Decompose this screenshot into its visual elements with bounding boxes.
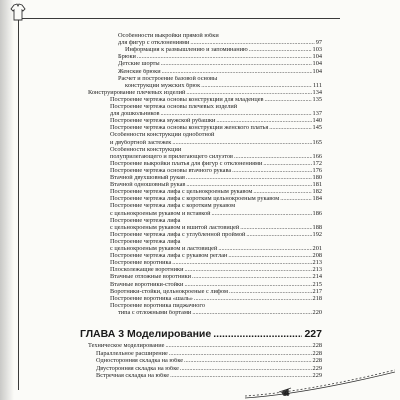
toc-entry (110, 189, 322, 196)
toc-entry-page: 135 (312, 96, 322, 103)
toc-entry-page: 228 (312, 350, 322, 357)
toc-entry-page: 145 (312, 125, 322, 132)
page-number: 4 (284, 388, 290, 399)
toc-entry (125, 83, 322, 90)
chapter-title: ГЛАВА 3 Моделирование (80, 328, 212, 340)
toc-entry (118, 54, 322, 61)
toc-entry-page: 181 (312, 182, 322, 189)
toc-entry (110, 175, 322, 182)
toc-entry-text: Построение чертежа лифа с коротким рукавом (110, 203, 236, 210)
toc-entry-page: 186 (312, 210, 322, 217)
toc-entry-page: 228 (312, 343, 322, 349)
toc-entry-text: Построение воротника пиджачного (110, 302, 205, 309)
toc-entry (110, 147, 322, 154)
toc-entry (110, 246, 322, 253)
toc-entry (110, 253, 322, 260)
toc-entry-page: 104 (312, 68, 322, 75)
toc-entry-text: Построение воротника (110, 260, 172, 267)
toc-entry-page: 213 (312, 260, 322, 267)
toc-entry-page: 228 (312, 358, 322, 365)
toc-entry (110, 274, 322, 281)
toc-entry-text: Двусторонняя складка на юбке (96, 365, 179, 372)
toc-entry-text: с цельнокроеным рукавом и ластовицей (110, 246, 218, 252)
toc-entry (110, 260, 322, 267)
toc-entry-page: 201 (312, 246, 322, 252)
toc-entry-text: конструкции мужских брюк (125, 82, 201, 89)
toc-entry-page: 176 (312, 167, 322, 174)
toc-entry-page: 182 (312, 189, 322, 196)
toc-entry-text: Брюки (118, 54, 136, 61)
top-frame-line (18, 18, 340, 19)
toc-entry (125, 47, 322, 54)
toc-entry-text: Построение чертежа основы конструкции женского платья (110, 125, 269, 132)
toc-entry (110, 140, 322, 147)
toc-entry-page: 220 (312, 309, 322, 316)
toc-entry-page: 104 (312, 54, 322, 61)
toc-entry (110, 225, 322, 232)
toc-entry-text: Построение воротника «шаль» (110, 295, 193, 302)
toc-entry (110, 161, 322, 168)
toc-entry-text: с цельнокроеным рукавом и вставкой (110, 210, 211, 217)
toc-entry (110, 211, 322, 218)
toc-entry-page: 188 (312, 224, 322, 231)
toc-entry-text: Односторонняя складка на юбке (96, 358, 184, 365)
toc-entry-text: Особенности выкройки прямой юбки (118, 33, 219, 39)
toc-entry-text: Техническое моделирование (88, 343, 165, 349)
toc-entry-page: 165 (312, 139, 322, 146)
toc-entry (118, 33, 322, 40)
toc-entry (110, 182, 322, 189)
toc-entry-text: типа с отложными бортами (118, 309, 192, 316)
toc-entry (96, 351, 322, 358)
toc-entry-text: Втачные отложные воротники (110, 274, 192, 281)
toc-entry-text: Информация к размышлению и запоминанию (125, 47, 248, 54)
toc-entry-text: с цельнокроеным рукавом и вшитой ластовицей (110, 224, 240, 231)
toc-entry-text: Особенности конструкции одноботной (110, 132, 215, 139)
toc-entry-page: 172 (312, 160, 322, 167)
toc-entry-text: Втачной двухшовный рукав (110, 175, 185, 181)
toc-entry-page: 229 (312, 365, 322, 372)
toc-entry (118, 76, 322, 83)
toc-entry-page: 180 (312, 175, 322, 181)
toc-entry (118, 40, 322, 47)
toc-entry-text: Особенности конструкции (110, 146, 182, 153)
toc-entry (110, 267, 322, 274)
toc-entry-page: 192 (312, 231, 322, 238)
toc-entry (110, 168, 322, 175)
shirt-icon (8, 2, 28, 22)
toc-entry-page: 215 (312, 281, 322, 288)
toc-entry (110, 118, 322, 125)
toc-entry (110, 239, 322, 246)
toc-entry-page: 208 (312, 253, 322, 260)
toc-entry (110, 132, 322, 139)
toc-entry-text: Построение чертежа лифа с цельнокроеным рукавом (110, 189, 253, 196)
toc-entry (110, 111, 322, 118)
toc-entry (118, 310, 322, 317)
toc-entry-text: Плосколежащие воротники (110, 267, 184, 274)
toc-entry (110, 218, 322, 225)
toc-entry-page: 111 (313, 82, 322, 89)
toc-entry-text: Встречная складка на юбке (96, 373, 170, 380)
toc-entry-text: Построение чертежа основы конструкции для младенцев (110, 96, 264, 103)
stitch-decoration-icon (245, 366, 395, 400)
toc-entry-text: Параллельное расширение (96, 350, 168, 357)
toc-entry-page: 213 (312, 267, 322, 274)
chapter-page: 227 (304, 328, 322, 340)
toc-entry-text: Построение выкройки платья для фигур с отклонениями (110, 160, 263, 167)
toc-entry (110, 303, 322, 310)
toc-entry (118, 61, 322, 68)
toc-entry-text: Построение чертежа основы втачного рукава (110, 167, 232, 174)
left-frame-line (18, 18, 19, 390)
toc-entry-text: Построение чертежа основы плечевых изделий (110, 104, 238, 110)
toc-entry (110, 232, 322, 239)
toc-entry-text: Построение чертежа лифа с углубленной проймой (110, 231, 246, 238)
toc-entry-page: 218 (312, 295, 322, 302)
toc-entry-page: 184 (312, 196, 322, 203)
toc-entry (96, 358, 322, 365)
toc-entry (88, 90, 322, 97)
toc-entry-page: 214 (312, 274, 322, 281)
toc-entry (110, 196, 322, 203)
toc-entry-page: 140 (312, 118, 322, 125)
toc-entry (88, 343, 322, 350)
toc-entry (110, 125, 322, 132)
toc-entry-text: Расчет и построение базовой основы (118, 75, 218, 82)
toc-entry-text: Построение чертежа лифа с коротким цельнокроеным рукавом (110, 196, 280, 203)
toc-entry-text: Детские шорты (118, 61, 160, 68)
toc-entry-text: полуприлегающего и прилегающего силуэтов (110, 153, 234, 160)
toc-entry-text: Втачной одношовный рукав (110, 182, 186, 189)
toc-entry (110, 296, 322, 303)
toc-entry-text: Втачные воротники-стойки (110, 281, 184, 288)
chapter-heading (80, 328, 322, 340)
toc-entry-page: 217 (312, 288, 322, 295)
toc-entry-text: Построение чертежа лифа с рукавом реглан (110, 253, 228, 260)
toc-entry (110, 97, 322, 104)
toc-entry-page: 137 (312, 111, 322, 118)
toc-entry-text: Построение чертежа лифа (110, 217, 181, 224)
toc-entry (118, 69, 322, 76)
toc-entry (110, 203, 322, 210)
toc-entry-text: Воротники-стойки, цельнокроеные с лифом (110, 288, 229, 295)
toc-entry-page: 229 (312, 373, 322, 380)
toc-entry-text: Женские брюки (118, 68, 161, 75)
toc-entry (110, 282, 322, 289)
toc-entry-page: 103 (312, 47, 322, 54)
toc-entry (110, 289, 322, 296)
toc-entry (110, 154, 322, 161)
toc-entry-page: 134 (312, 89, 322, 96)
toc-entry (110, 104, 322, 111)
toc-entry-text: Построение чертежа лифа (110, 238, 181, 245)
toc-entry-page: 104 (312, 61, 322, 68)
toc-entry-text: для дошкольников (110, 111, 160, 118)
toc-entry-text: Конструирование плечевых изделий (88, 89, 186, 96)
toc-entry-text: для фигур с отклонениями (118, 40, 190, 47)
toc-entry-page: 166 (312, 153, 322, 160)
toc-entry-text: и двубортной застежек (110, 139, 172, 146)
toc-entry-text: Построение чертежа мужской рубашки (110, 118, 216, 125)
toc-entry-page: 97 (315, 40, 322, 47)
page-spine-shadow (0, 0, 14, 400)
